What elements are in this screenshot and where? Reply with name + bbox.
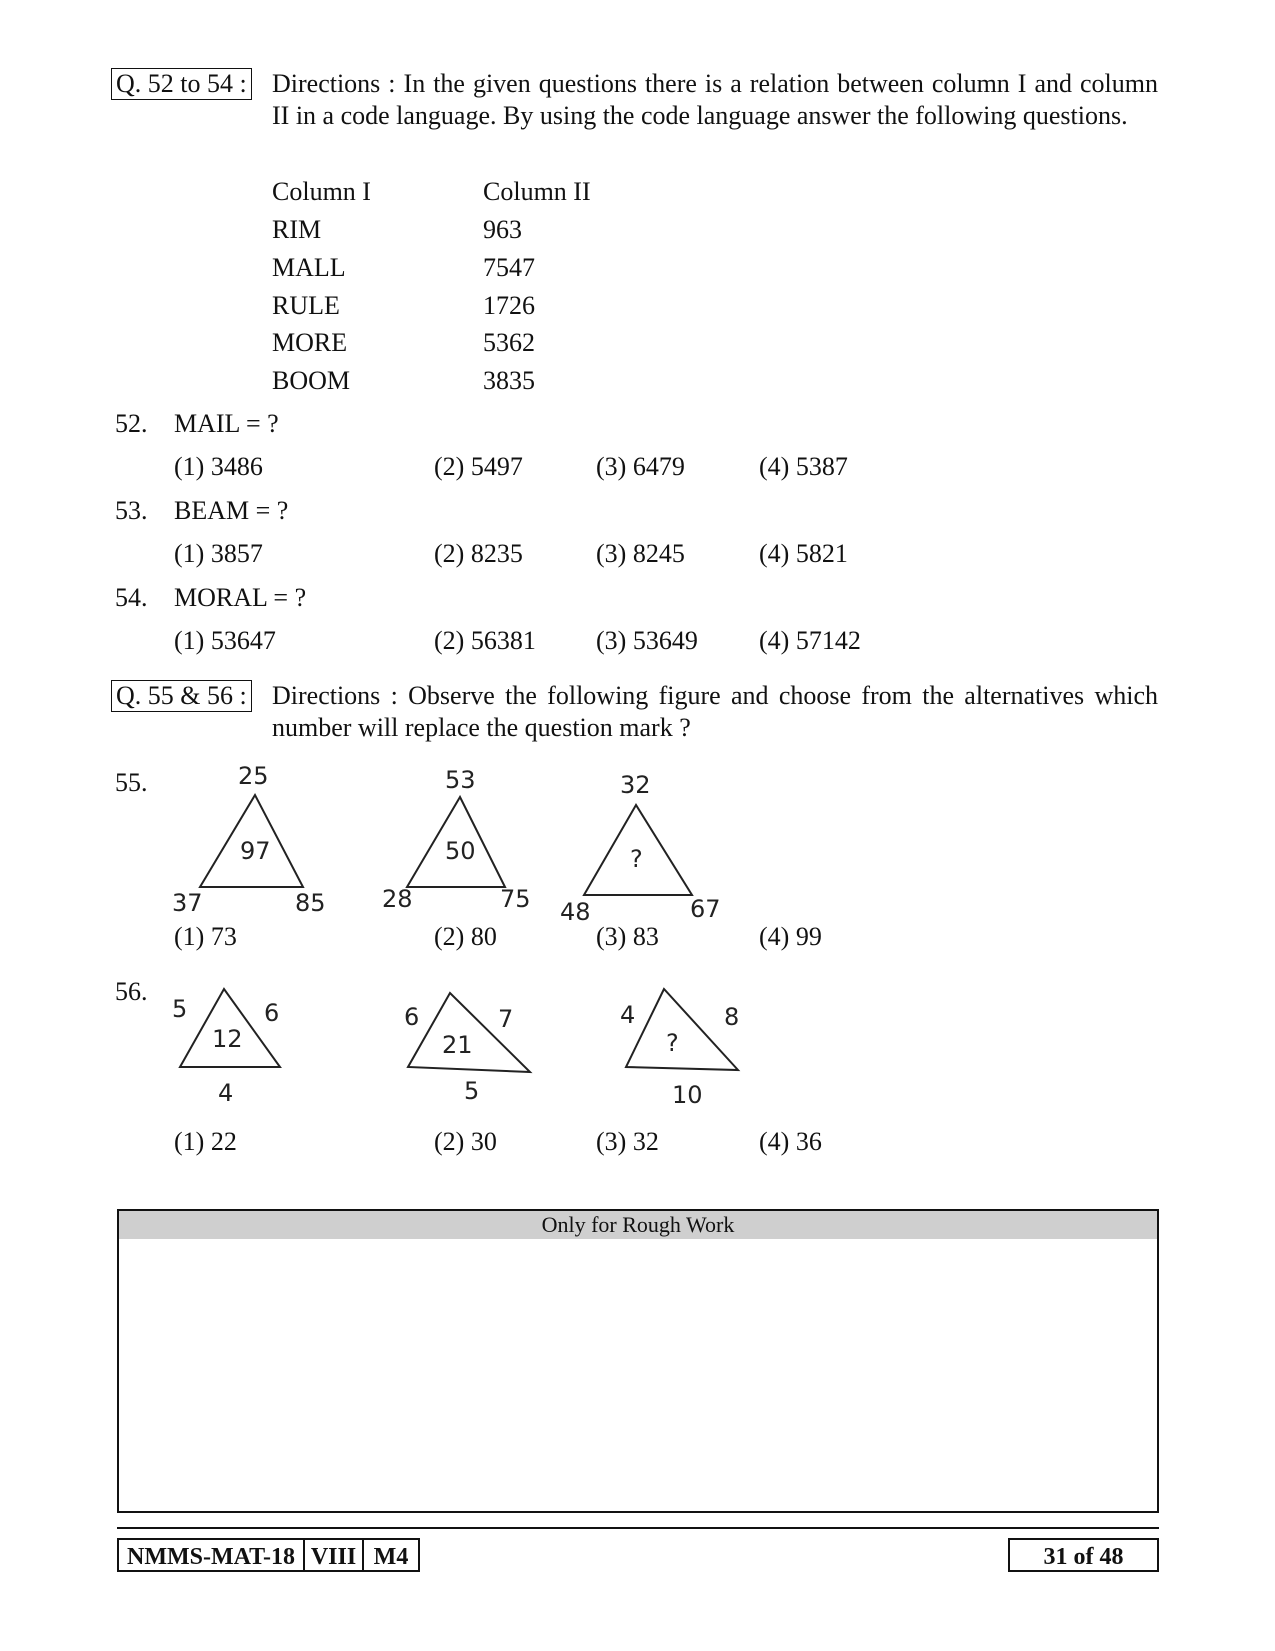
table-cell-code: 1726 bbox=[483, 291, 535, 320]
triangle-left-number: 4 bbox=[620, 1001, 636, 1029]
triangle-inside-number: 50 bbox=[445, 837, 476, 865]
option-3[interactable]: (3) 6479 bbox=[596, 452, 685, 481]
option-3[interactable]: (3) 53649 bbox=[596, 626, 698, 655]
footer-exam-code: NMMS-MAT-18 bbox=[117, 1538, 305, 1572]
triangle-bottom-number: 10 bbox=[672, 1081, 703, 1109]
option-3[interactable]: (3) 32 bbox=[596, 1127, 659, 1156]
triangle-right-number: 7 bbox=[498, 1005, 514, 1033]
q56-triangle-figures bbox=[160, 975, 760, 1110]
option-4[interactable]: (4) 57142 bbox=[759, 626, 861, 655]
option-1[interactable]: (1) 3486 bbox=[174, 452, 263, 481]
triangle-top-number: 53 bbox=[445, 766, 476, 794]
option-4[interactable]: (4) 5387 bbox=[759, 452, 848, 481]
triangle-right-number: 85 bbox=[295, 889, 326, 917]
table-cell-word: RIM bbox=[272, 215, 322, 244]
directions-label-q55-56: Q. 55 & 56 : bbox=[111, 680, 252, 712]
q56-figure-1 bbox=[172, 989, 280, 1107]
triangle-inside-number: 12 bbox=[212, 1025, 243, 1053]
question-number: 55. bbox=[115, 768, 148, 797]
option-4[interactable]: (4) 5821 bbox=[759, 539, 848, 568]
q55-triangle-figures bbox=[160, 755, 750, 930]
triangle-shape bbox=[626, 989, 738, 1070]
table-cell-code: 3835 bbox=[483, 366, 535, 395]
q55-figure-1 bbox=[172, 762, 326, 917]
triangle-top-number: 25 bbox=[238, 762, 269, 790]
table-cell-word: BOOM bbox=[272, 366, 351, 395]
option-3[interactable]: (3) 8245 bbox=[596, 539, 685, 568]
directions-text-q52-54: Directions : In the given questions there is a relation between column I and column II in a code language. By using the code language answer the following questions. bbox=[272, 69, 1158, 130]
triangle-inside-number: ? bbox=[630, 845, 643, 873]
table-cell-word: MALL bbox=[272, 253, 346, 282]
question-number: 53. bbox=[115, 496, 148, 525]
directions-label-q52-54: Q. 52 to 54 : bbox=[111, 68, 252, 100]
option-2[interactable]: (2) 5497 bbox=[434, 452, 523, 481]
directions-text-q55-56: Directions : Observe the following figure and choose from the alternatives which number will replace the question mark ? bbox=[272, 681, 1158, 742]
triangle-right-number: 6 bbox=[264, 999, 280, 1027]
q55-figure-3 bbox=[560, 771, 721, 926]
option-2[interactable]: (2) 8235 bbox=[434, 539, 523, 568]
triangle-right-number: 75 bbox=[500, 885, 531, 913]
triangle-left-number: 6 bbox=[404, 1003, 420, 1031]
option-4[interactable]: (4) 36 bbox=[759, 1127, 822, 1156]
question-number: 52. bbox=[115, 409, 148, 438]
rough-work-title: Only for Rough Work bbox=[119, 1211, 1157, 1239]
triangle-bottom-number: 4 bbox=[218, 1079, 234, 1107]
option-2[interactable]: (2) 80 bbox=[434, 922, 497, 951]
q56-figure-3 bbox=[620, 989, 739, 1109]
triangle-left-number: 28 bbox=[382, 885, 413, 913]
footer-divider bbox=[117, 1527, 1159, 1529]
column-header-1: Column I bbox=[272, 177, 371, 206]
option-1[interactable]: (1) 22 bbox=[174, 1127, 237, 1156]
option-2[interactable]: (2) 30 bbox=[434, 1127, 497, 1156]
q55-figure-2 bbox=[382, 766, 531, 913]
footer-page-number: 31 of 48 bbox=[1008, 1538, 1159, 1572]
option-3[interactable]: (3) 83 bbox=[596, 922, 659, 951]
triangle-inside-number: ? bbox=[666, 1029, 679, 1057]
question-text: BEAM = ? bbox=[174, 496, 289, 525]
triangle-inside-number: 97 bbox=[240, 837, 271, 865]
triangle-left-number: 5 bbox=[172, 995, 188, 1023]
column-header-2: Column II bbox=[483, 177, 591, 206]
footer-class: VIII bbox=[303, 1538, 364, 1572]
q56-figure-2 bbox=[404, 993, 530, 1105]
question-number: 56. bbox=[115, 977, 148, 1006]
option-1[interactable]: (1) 73 bbox=[174, 922, 237, 951]
question-text: MAIL = ? bbox=[174, 409, 279, 438]
triangle-top-number: 32 bbox=[620, 771, 651, 799]
option-4[interactable]: (4) 99 bbox=[759, 922, 822, 951]
triangle-bottom-number: 5 bbox=[464, 1077, 480, 1105]
triangle-left-number: 48 bbox=[560, 898, 591, 926]
question-number: 54. bbox=[115, 583, 148, 612]
option-2[interactable]: (2) 56381 bbox=[434, 626, 536, 655]
option-1[interactable]: (1) 3857 bbox=[174, 539, 263, 568]
table-cell-code: 5362 bbox=[483, 328, 535, 357]
table-cell-word: RULE bbox=[272, 291, 340, 320]
triangle-left-number: 37 bbox=[172, 889, 203, 917]
footer-set: M4 bbox=[362, 1538, 420, 1572]
table-cell-code: 7547 bbox=[483, 253, 535, 282]
option-1[interactable]: (1) 53647 bbox=[174, 626, 276, 655]
triangle-right-number: 67 bbox=[690, 895, 721, 923]
triangle-inside-number: 21 bbox=[442, 1031, 473, 1059]
table-cell-code: 963 bbox=[483, 215, 522, 244]
table-cell-word: MORE bbox=[272, 328, 348, 357]
question-text: MORAL = ? bbox=[174, 583, 307, 612]
rough-work-box bbox=[117, 1209, 1159, 1513]
triangle-right-number: 8 bbox=[724, 1003, 740, 1031]
